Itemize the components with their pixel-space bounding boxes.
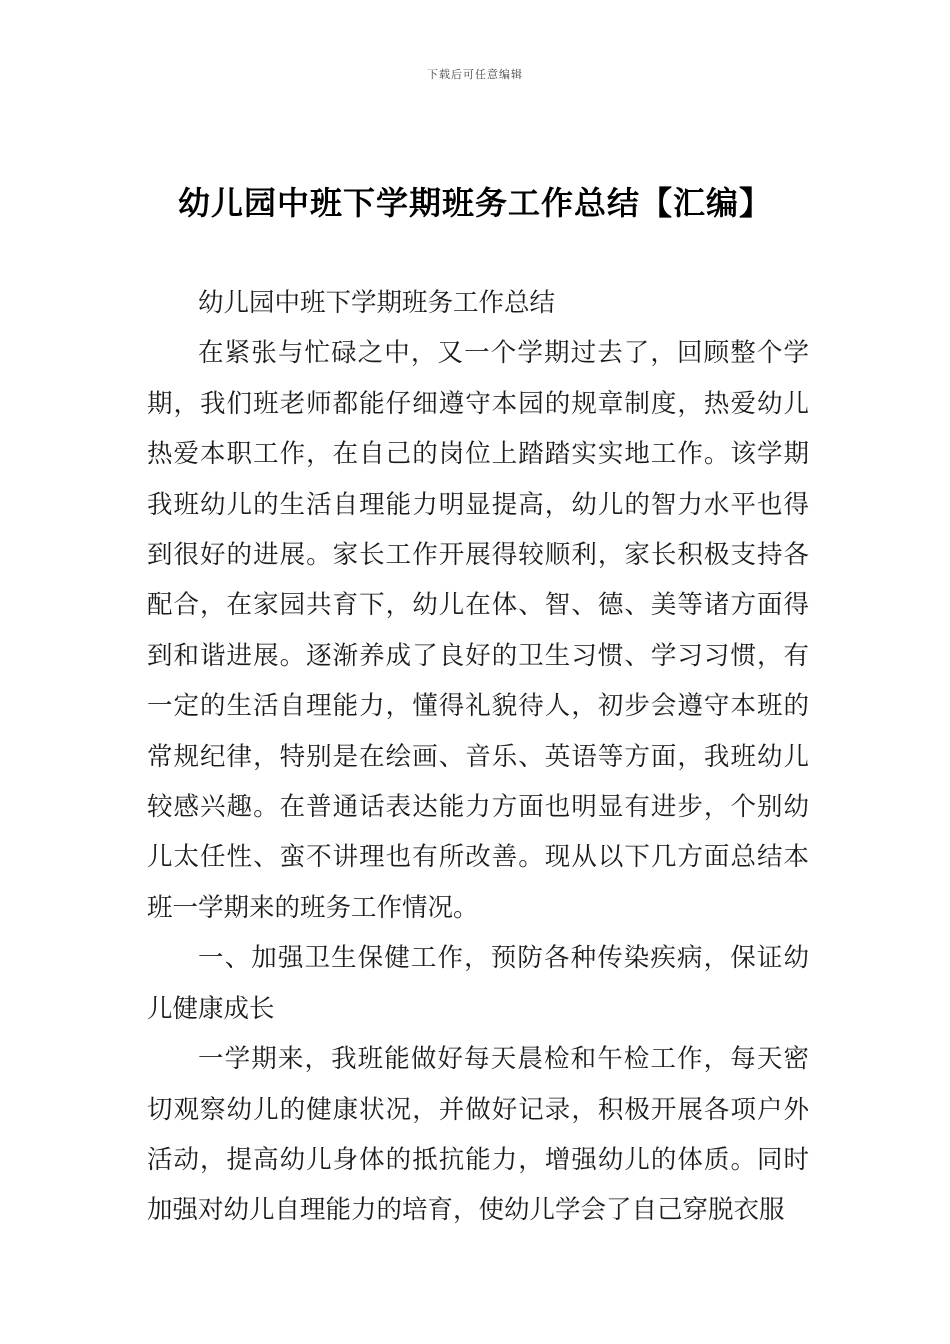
header-note: 下载后可任意编辑 [427, 68, 523, 81]
section-paragraph-1: 一学期来，我班能做好每天晨检和午检工作，每天密切观察幼儿的健康状况，并做好记录，积极开展各项户外活动，提高幼儿身体的抵抗能力，增强幼儿的体质。同时加强对幼儿自理能力的培育，使幼儿学会了自己穿脱衣服 [147, 1044, 809, 1226]
document-title: 幼儿园中班下学期班务工作总结【汇编】 [177, 184, 772, 222]
intro-paragraph: 在紧张与忙碌之中，又一个学期过去了，回顾整个学期，我们班老师都能仔细遵守本园的规章制度，热爱幼儿热爱本职工作，在自己的岗位上踏踏实实地工作。该学期我班幼儿的生活自理能力明显提高，幼儿的智力水平也得到很好的进展。家长工作开展得较顺利，家长积极支持各配合，在家园共育下，幼儿在体、智、德、美等诸方面得到和谐进展。逐渐养成了良好的卫生习惯、学习习惯，有一定的生活自理能力，懂得礼貌待人，初步会遵守本班的常规纪律，特别是在绘画、音乐、英语等方面，我班幼儿较感兴趣。在普通话表达能力方面也明显有进步，个别幼儿太任性、蛮不讲理也有所改善。现从以下几方面总结本班一学期来的班务工作情况。 [147, 338, 809, 923]
section-heading-1: 一、加强卫生保健工作，预防各种传染疾病，保证幼儿健康成长 [147, 943, 809, 1024]
document-body [147, 278, 809, 1236]
subtitle-paragraph: 幼儿园中班下学期班务工作总结 [198, 288, 556, 318]
